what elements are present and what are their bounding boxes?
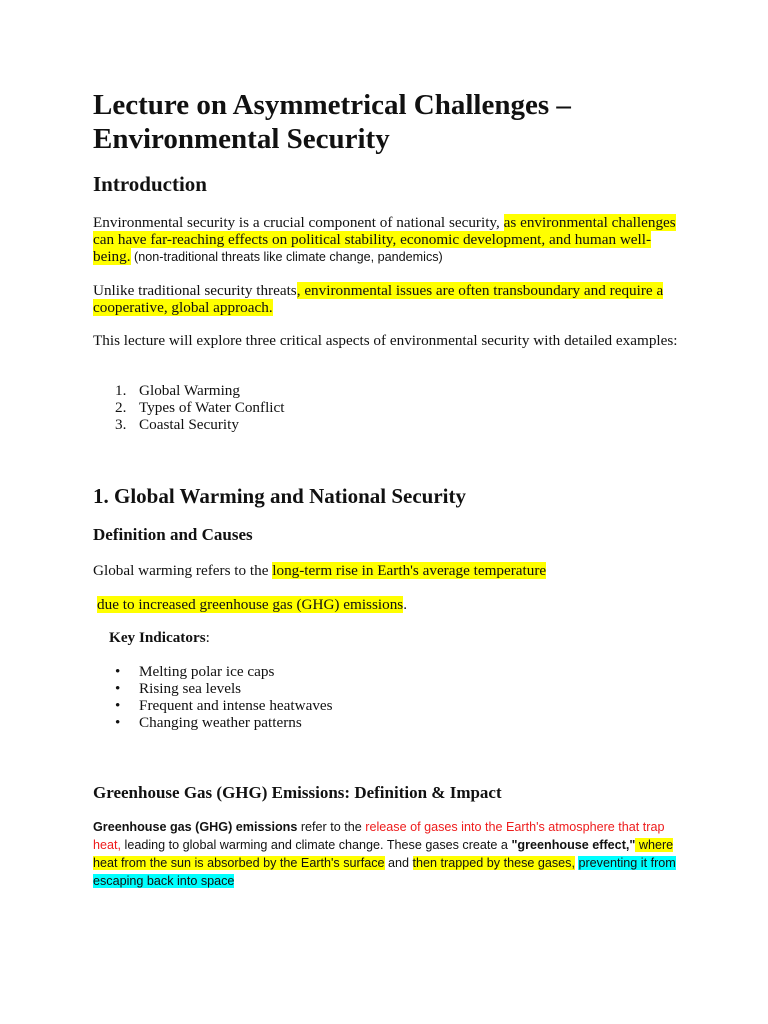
ghg-text-a: refer to the	[297, 820, 366, 834]
intro-p2-highlight: , environmental issues are often transboundary and require a cooperative, global approach.	[93, 282, 664, 316]
ghg-heading: Greenhouse Gas (GHG) Emissions: Definition & Impact	[93, 783, 502, 802]
key-indicators-bold: Key Indicators	[109, 629, 206, 646]
intro-paragraph-1	[93, 214, 683, 266]
definition-highlight: long-term rise in Earth's average temperature	[272, 562, 547, 579]
bullet: •	[115, 697, 121, 714]
bullet: •	[115, 663, 121, 680]
list-text: Frequent and intense heatwaves	[139, 697, 333, 714]
ghg-and: and	[384, 856, 413, 870]
intro-p1-note: (non-traditional threats like climate change, pandemics)	[130, 250, 443, 264]
list-item	[93, 714, 333, 731]
key-indicators-colon: :	[205, 629, 210, 646]
definition-2-end: .	[403, 596, 407, 613]
definition-text: Global warming refers to the	[93, 562, 273, 579]
intro-paragraph-2	[93, 282, 683, 316]
ghg-red-text: release of gases into the Earth's atmosphere that trap heat,	[93, 820, 665, 852]
list-number: 3.	[115, 416, 127, 433]
intro-numbered-list	[93, 382, 284, 433]
list-number: 1.	[115, 382, 127, 399]
list-text: Melting polar ice caps	[139, 663, 275, 680]
list-item	[93, 399, 284, 416]
document-title	[93, 88, 571, 156]
ghg-text-b: leading to global warming and climate change. These gases create a	[121, 838, 512, 852]
ghg-cyan-highlight: preventing it from escaping back into space	[93, 856, 676, 888]
intro-p2-text: Unlike traditional security threats	[93, 282, 297, 299]
ghg-greenhouse-effect: "greenhouse effect,"	[511, 838, 636, 852]
list-item	[93, 416, 284, 433]
definition-2-highlight: due to increased greenhouse gas (GHG) emissions	[97, 596, 404, 613]
ghg-highlight-1: where heat from the sun is absorbed by the Earth's surface	[93, 838, 674, 870]
list-text: Changing weather patterns	[139, 714, 302, 731]
title-line-2: Environmental Security	[93, 123, 390, 155]
ghg-highlight-2: then trapped by these gases,	[412, 856, 575, 870]
intro-p1-text: Environmental security is a crucial component of national security,	[93, 214, 504, 231]
ghg-paragraph	[93, 818, 683, 890]
key-indicators-label	[109, 629, 699, 646]
bullet: •	[115, 714, 121, 731]
indicators-bullet-list	[93, 663, 333, 731]
definition-causes-heading: Definition and Causes	[93, 525, 253, 544]
list-text: Global Warming	[139, 382, 240, 399]
ghg-term: Greenhouse gas (GHG) emissions	[93, 820, 298, 834]
list-number: 2.	[115, 399, 127, 416]
intro-paragraph-3: This lecture will explore three critical aspects of environmental security with detailed examples:	[93, 332, 678, 349]
list-text: Coastal Security	[139, 416, 239, 433]
list-item	[93, 663, 333, 680]
list-text: Rising sea levels	[139, 680, 242, 697]
list-text: Types of Water Conflict	[139, 399, 285, 416]
section-1-heading: 1. Global Warming and National Security	[93, 484, 466, 508]
definition-line-1	[93, 562, 683, 579]
intro-p1-highlight: as environmental challenges can have far-reaching effects on political stability, economic development, and human well-being.	[93, 214, 676, 265]
bullet: •	[115, 680, 121, 697]
title-line-1: Lecture on Asymmetrical Challenges –	[93, 89, 571, 121]
introduction-heading: Introduction	[93, 172, 207, 196]
list-item	[93, 382, 284, 399]
definition-line-2	[97, 596, 687, 613]
list-item	[93, 680, 333, 697]
list-item	[93, 697, 333, 714]
